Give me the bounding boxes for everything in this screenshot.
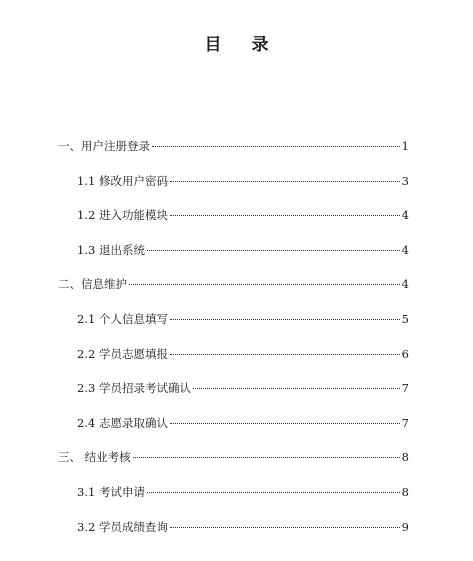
toc-page-number: 8 [401, 450, 409, 465]
dot-leader [193, 388, 400, 389]
dot-leader [170, 319, 400, 320]
dot-leader [170, 181, 400, 182]
toc-entry[interactable] [77, 207, 409, 223]
toc-entry[interactable] [77, 311, 409, 327]
toc-entry[interactable] [77, 484, 409, 500]
toc-entry-label: 2.2 学员志愿填报 [77, 346, 168, 361]
toc-page-number: 4 [401, 277, 409, 292]
dot-leader [170, 527, 400, 528]
dot-leader [147, 250, 400, 251]
toc-entry-label: 3.1 考试申请 [77, 485, 145, 499]
toc-entry-label: 1.3 退出系统 [77, 242, 145, 257]
toc-entry-label: 1.1 修改用户密码 [77, 173, 168, 188]
page-title: 目 录 [204, 35, 281, 55]
toc-page-number: 3 [401, 173, 409, 188]
toc-entry[interactable] [77, 242, 409, 258]
dot-leader [170, 215, 400, 216]
toc-entry-label: 一、用户注册登录 [58, 139, 150, 153]
toc-entry-label: 2.4 志愿录取确认 [77, 415, 168, 430]
toc-page-number: 5 [401, 312, 409, 326]
toc-entry[interactable] [77, 346, 409, 362]
toc-page-number: 6 [401, 346, 409, 361]
toc-page-number: 9 [401, 519, 409, 534]
dot-leader [147, 492, 400, 493]
toc-entry[interactable] [77, 415, 409, 431]
toc-entry-label: 2.3 学员招录考试确认 [77, 381, 191, 396]
toc-entry-label: 二、信息维护 [58, 277, 127, 292]
toc-entry-label: 三、 结业考核 [58, 450, 131, 465]
toc-page-number: 4 [401, 208, 409, 223]
toc-page-number: 7 [401, 381, 409, 396]
toc-entry-label: 2.1 个人信息填写 [77, 312, 168, 326]
toc-page-number: 1 [401, 139, 409, 153]
dot-leader [152, 146, 400, 147]
toc-entry[interactable] [58, 449, 409, 465]
toc-page-number: 4 [401, 242, 409, 257]
dot-leader [129, 284, 400, 285]
toc-entry-label: 3.2 学员成绩查询 [77, 519, 168, 534]
dot-leader [170, 354, 400, 355]
toc-entry[interactable] [58, 276, 409, 292]
dot-leader [170, 423, 400, 424]
toc-entry[interactable] [77, 380, 409, 396]
toc-entry[interactable] [58, 138, 409, 154]
toc-page-number: 7 [401, 415, 409, 430]
toc-entry[interactable] [77, 519, 409, 535]
toc-page-number: 8 [401, 485, 409, 499]
dot-leader [133, 457, 400, 458]
toc-entry[interactable] [77, 173, 409, 189]
toc-entry-label: 1.2 进入功能模块 [77, 208, 168, 223]
